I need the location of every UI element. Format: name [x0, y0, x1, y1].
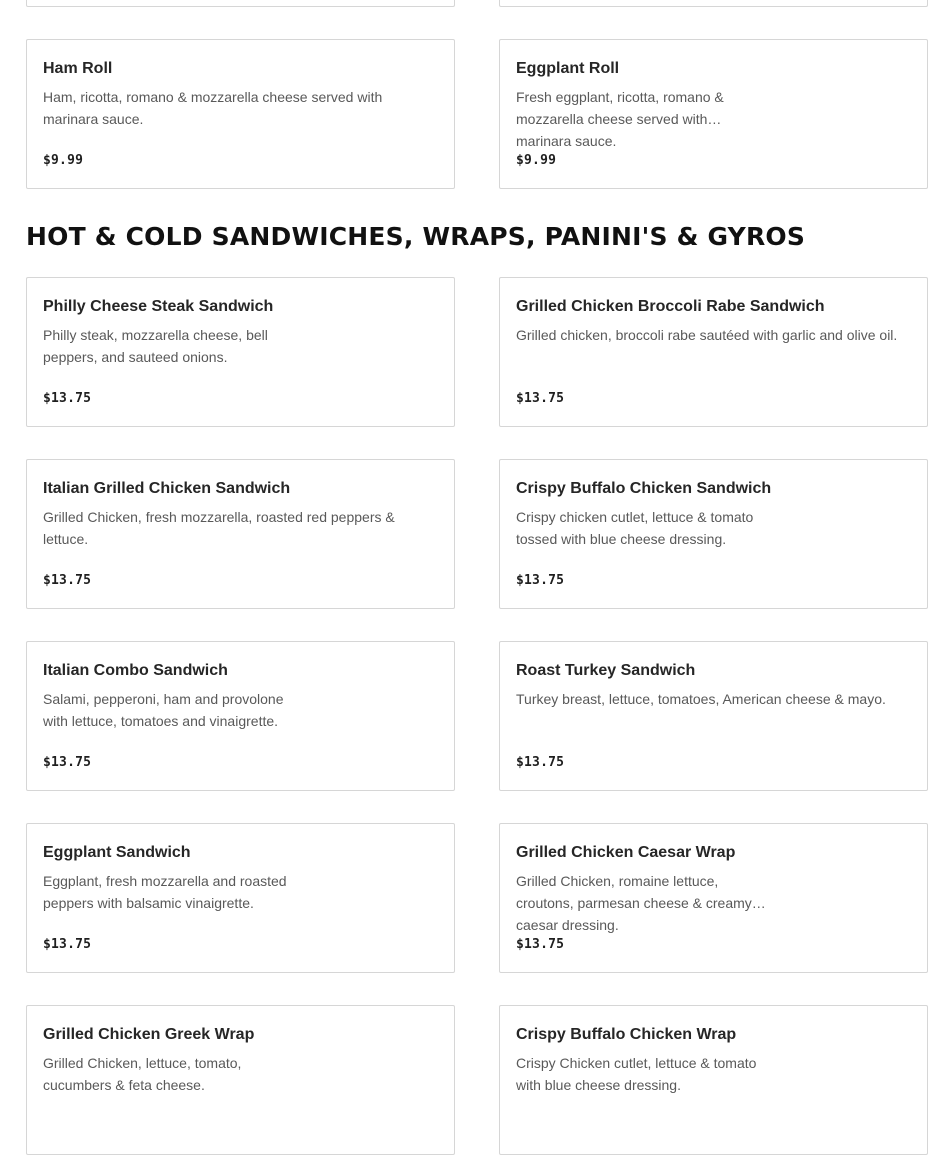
- menu-item-name: Ham Roll: [43, 60, 113, 77]
- menu-item-description: Fresh eggplant, ricotta, romano & mozzarella cheese served with marinara sauce.: [516, 89, 724, 149]
- menu-item-name: Grilled Chicken Caesar Wrap: [516, 844, 736, 861]
- menu-item-name: Crispy Buffalo Chicken Wrap: [516, 1026, 737, 1043]
- menu-item-card[interactable]: [499, 641, 928, 791]
- menu-item-card[interactable]: [499, 823, 928, 973]
- menu-item-name: Crispy Buffalo Chicken Sandwich: [516, 480, 772, 497]
- menu-items-row: [26, 1005, 928, 1155]
- menu-item-price: $9.99: [43, 153, 84, 168]
- menu-item-card[interactable]: [26, 277, 455, 427]
- menu-item-price: $13.75: [516, 937, 565, 952]
- menu-item-description: Salami, pepperoni, ham and provolone with lettuce, tomatoes and vinaigrette.: [43, 691, 284, 729]
- menu-item-card[interactable]: [26, 641, 455, 791]
- menu-items-row: [26, 277, 928, 427]
- menu-item-price: $9.99: [516, 153, 557, 168]
- menu-item-description: Eggplant, fresh mozzarella and roasted peppers with balsamic vinaigrette.: [43, 873, 287, 911]
- menu-item-description: Ham, ricotta, romano & mozzarella cheese served with marinara sauce.: [43, 89, 383, 127]
- section-title: HOT & COLD SANDWICHES, WRAPS, PANINI'S & GYROS: [26, 222, 806, 251]
- menu-item-description: Grilled Chicken, romaine lettuce, croutons, parmesan cheese & creamy caesar dressing.: [516, 873, 752, 933]
- menu-item-name: Grilled Chicken Broccoli Rabe Sandwich: [516, 298, 825, 315]
- menu-items-row: [26, 641, 928, 791]
- menu-item-name: Italian Grilled Chicken Sandwich: [43, 480, 291, 497]
- menu-item-description: Philly steak, mozzarella cheese, bell peppers, and sauteed onions.: [43, 327, 268, 365]
- menu-item-price: $13.75: [516, 391, 565, 406]
- menu-item-price: $13.75: [43, 573, 92, 588]
- menu-item-price: $13.75: [43, 937, 92, 952]
- menu-item-card[interactable]: [499, 39, 928, 189]
- menu-item-price: $13.75: [516, 573, 565, 588]
- menu-item-card[interactable]: [499, 459, 928, 609]
- menu-item-card[interactable]: [499, 277, 928, 427]
- menu-item-name: Eggplant Roll: [516, 60, 620, 77]
- menu-item-description: Turkey breast, lettuce, tomatoes, American cheese & mayo.: [516, 691, 886, 707]
- menu-item-price: $13.75: [516, 755, 565, 770]
- menu-item-description: Crispy chicken cutlet, lettuce & tomato tossed with blue cheese dressing.: [516, 509, 754, 547]
- menu-item-name: Roast Turkey Sandwich: [516, 662, 696, 679]
- menu-item-card[interactable]: [26, 823, 455, 973]
- menu-items-row: [26, 459, 928, 609]
- menu-item-price: $13.75: [43, 755, 92, 770]
- menu-item-card[interactable]: [26, 459, 455, 609]
- menu-item-name: Italian Combo Sandwich: [43, 662, 228, 679]
- menu-item-card-partial[interactable]: [499, 0, 928, 7]
- menu-item-price: $13.75: [43, 391, 92, 406]
- menu-item-card[interactable]: [26, 1005, 455, 1155]
- menu-items-row: [26, 823, 928, 973]
- menu-item-description: Grilled Chicken, lettuce, tomato, cucumbers & feta cheese.: [43, 1055, 242, 1093]
- menu-items-grid-previous-section: [26, 39, 928, 189]
- menu-item-card-partial[interactable]: [26, 0, 455, 7]
- menu-item-description: Grilled chicken, broccoli rabe sautéed with garlic and olive oil.: [516, 327, 898, 343]
- menu-item-description: Grilled Chicken, fresh mozzarella, roasted red peppers & lettuce.: [43, 509, 395, 547]
- menu-item-description: Crispy Chicken cutlet, lettuce & tomato with blue cheese dressing.: [516, 1055, 757, 1093]
- menu-item-name: Eggplant Sandwich: [43, 844, 191, 861]
- menu-item-card[interactable]: [26, 39, 455, 189]
- menu-item-card[interactable]: [499, 1005, 928, 1155]
- menu-item-name: Grilled Chicken Greek Wrap: [43, 1026, 255, 1043]
- menu-item-name: Philly Cheese Steak Sandwich: [43, 298, 274, 315]
